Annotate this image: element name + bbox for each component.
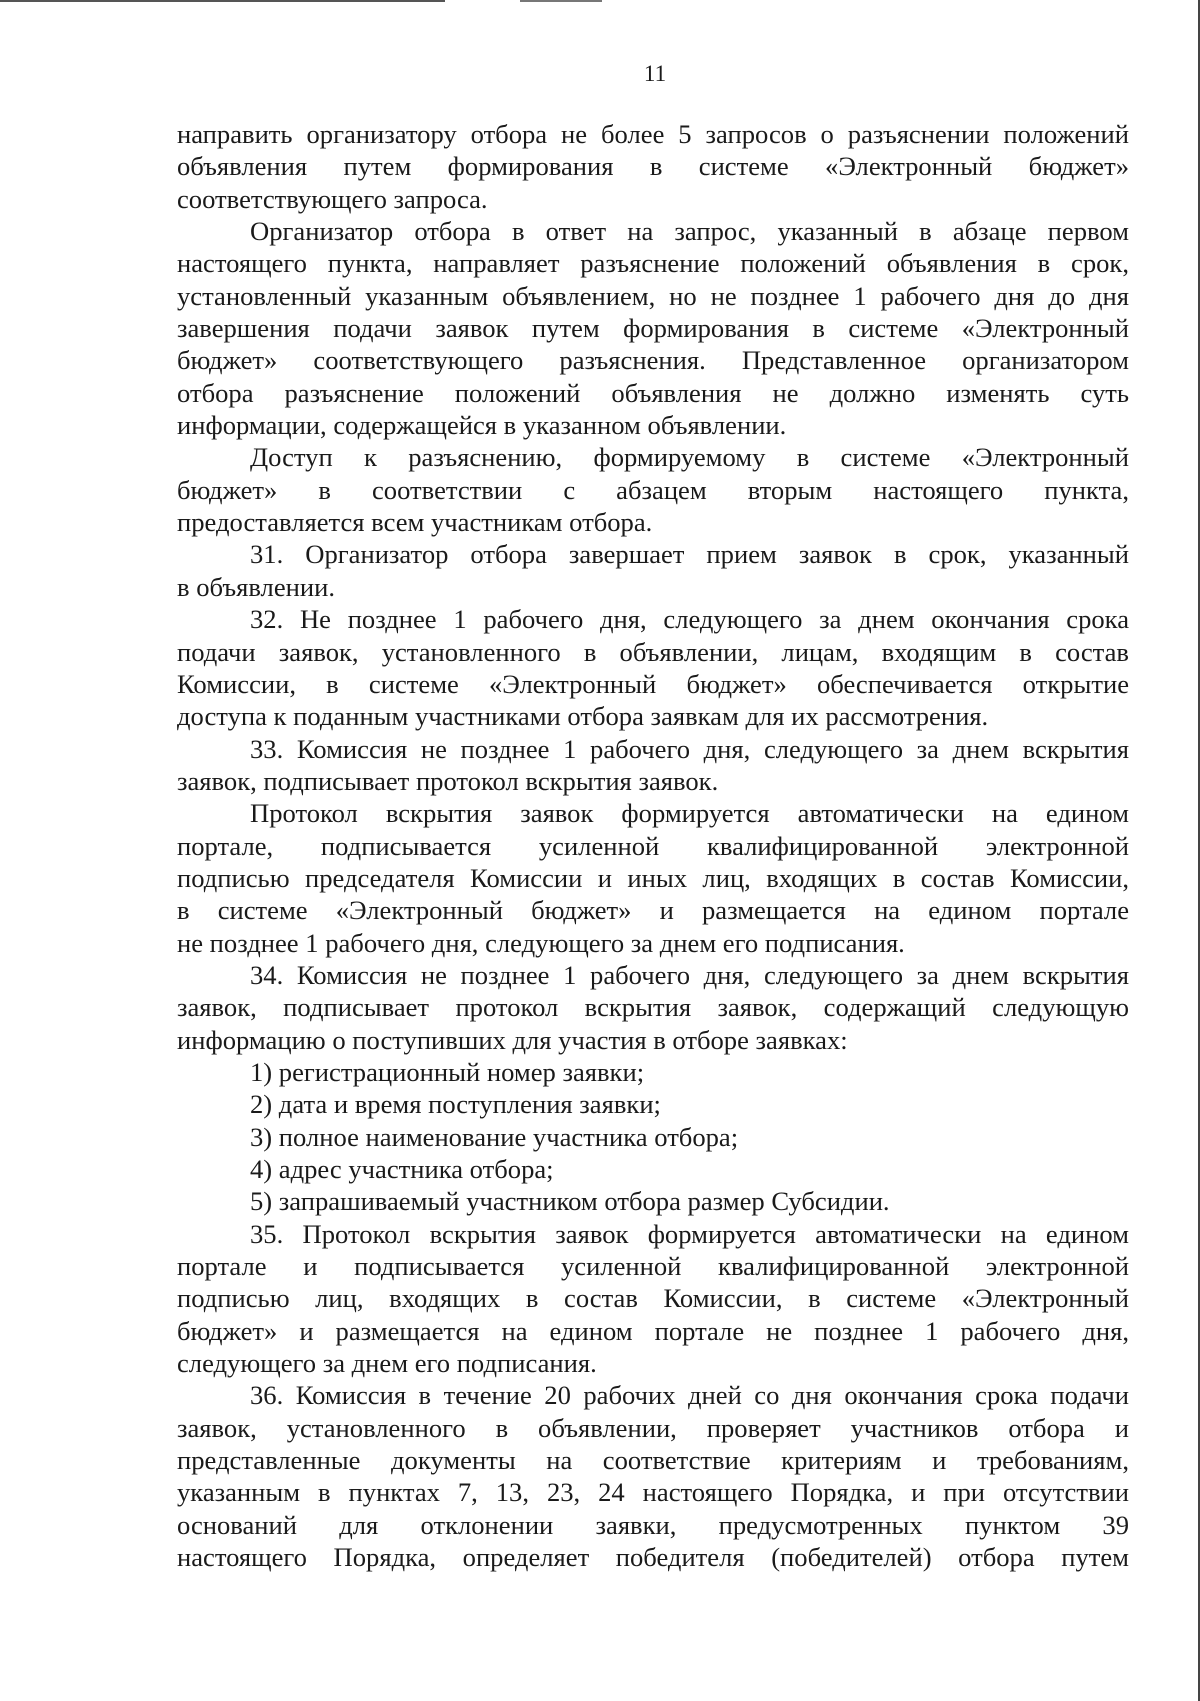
text-line: не позднее 1 рабочего дня, следующего за днем его подписания. [177, 927, 905, 958]
text-line: подачи заявок, установленного в объявлении, лицам, входящим в состав [177, 636, 1129, 667]
list-item: 3) полное наименование участника отбора; [250, 1121, 739, 1152]
paragraph-item-31 [177, 538, 1129, 603]
text-line: представленные документы на соответствие критериям и требованиям, [177, 1445, 1129, 1476]
text-line: Доступ к разъяснению, формируемому в системе «Электронный [250, 442, 1129, 473]
text-line: Организатор отбора в ответ на запрос, указанный в абзаце первом [250, 216, 1129, 247]
text-line: 36. Комиссия в течение 20 рабочих дней со дня окончания срока подачи [250, 1380, 1129, 1411]
page-number: 11 [643, 61, 667, 86]
text-line: информацию о поступивших для участия в отборе заявках: [177, 1024, 848, 1055]
text-line: установленный указанным объявлением, но не позднее 1 рабочего дня до дня [177, 280, 1129, 311]
text-line: оснований для отклонении заявки, предусмотренных пунктом 39 [177, 1509, 1129, 1540]
list-item: 2) дата и время поступления заявки; [250, 1089, 661, 1120]
paragraph-continuation [177, 118, 1129, 215]
text-line: указанным в пунктах 7, 13, 23, 24 настоящего Порядка, и при отсутствии [177, 1477, 1129, 1508]
text-line: Протокол вскрытия заявок формируется автоматически на едином [250, 798, 1129, 829]
text-line: портале и подписывается усиленной квалифицированной электронной [177, 1251, 1129, 1282]
text-line: завершения подачи заявок путем формирования в системе «Электронный [177, 313, 1129, 344]
text-line: заявок, подписывает протокол вскрытия заявок, содержащий следующую [177, 992, 1129, 1023]
list-item: 1) регистрационный номер заявки; [250, 1056, 645, 1087]
text-line: бюджет» соответствующего разъяснения. Представленное организатором [177, 345, 1129, 376]
text-line: заявок, установленного в объявлении, проверяет участников отбора и [177, 1412, 1129, 1443]
text-line: в системе «Электронный бюджет» и размещается на едином портале [177, 895, 1129, 926]
paragraph-item-35 [177, 1218, 1129, 1380]
paragraph-item-36 [177, 1379, 1129, 1573]
text-line: 35. Протокол вскрытия заявок формируется автоматически на едином [250, 1218, 1129, 1249]
text-line: доступа к поданным участниками отбора заявкам для их рассмотрения. [177, 701, 989, 732]
paragraph-item-32 [177, 603, 1129, 732]
paragraph [177, 797, 1129, 959]
scan-edge-top-left [0, 0, 445, 2]
paragraph [177, 215, 1129, 441]
paragraph [177, 441, 1129, 538]
text-line: бюджет» в соответствии с абзацем вторым настоящего пункта, [177, 474, 1129, 505]
text-line: следующего за днем его подписания. [177, 1348, 597, 1379]
text-line: настоящего Порядка, определяет победителя (победителей) отбора путем [177, 1542, 1129, 1573]
text-line: 32. Не позднее 1 рабочего дня, следующего за днем окончания срока [250, 604, 1129, 635]
list-item: 4) адрес участника отбора; [250, 1154, 554, 1184]
paragraph-item-33 [177, 733, 1129, 798]
text-line: в объявлении. [177, 571, 335, 602]
text-line: отбора разъяснение положений объявления не должно изменять суть [177, 377, 1129, 408]
document-body [177, 118, 1129, 1573]
text-line: 34. Комиссия не позднее 1 рабочего дня, следующего за днем вскрытия [250, 959, 1129, 990]
text-line: 31. Организатор отбора завершает прием заявок в срок, указанный [250, 539, 1129, 570]
scan-edge-top-right [520, 0, 602, 2]
text-line: объявления путем формирования в системе «Электронный бюджет» [177, 151, 1129, 182]
text-line: подписью председателя Комиссии и иных лиц, входящих в состав Комиссии, [177, 862, 1129, 893]
text-line: Комиссии, в системе «Электронный бюджет» обеспечивается открытие [177, 668, 1129, 699]
text-line: 33. Комиссия не позднее 1 рабочего дня, следующего за днем вскрытия [250, 733, 1129, 764]
text-line: заявок, подписывает протокол вскрытия заявок. [177, 765, 719, 796]
text-line: направить организатору отбора не более 5 запросов о разъяснении положений [177, 119, 1129, 149]
paragraph-item-34 [177, 959, 1129, 1056]
text-line: настоящего пункта, направляет разъяснение положений объявления в срок, [177, 248, 1129, 279]
text-line: портале, подписывается усиленной квалифицированной электронной [177, 830, 1129, 861]
text-line: информации, содержащейся в указанном объявлении. [177, 410, 787, 441]
text-line: подписью лиц, входящих в состав Комиссии, в системе «Электронный [177, 1283, 1129, 1314]
text-line: предоставляется всем участникам отбора. [177, 507, 653, 538]
text-line: бюджет» и размещается на едином портале не позднее 1 рабочего дня, [177, 1315, 1129, 1346]
text-line: соответствующего запроса. [177, 183, 488, 214]
list-item: 5) запрашиваемый участником отбора размер Субсидии. [250, 1186, 890, 1217]
